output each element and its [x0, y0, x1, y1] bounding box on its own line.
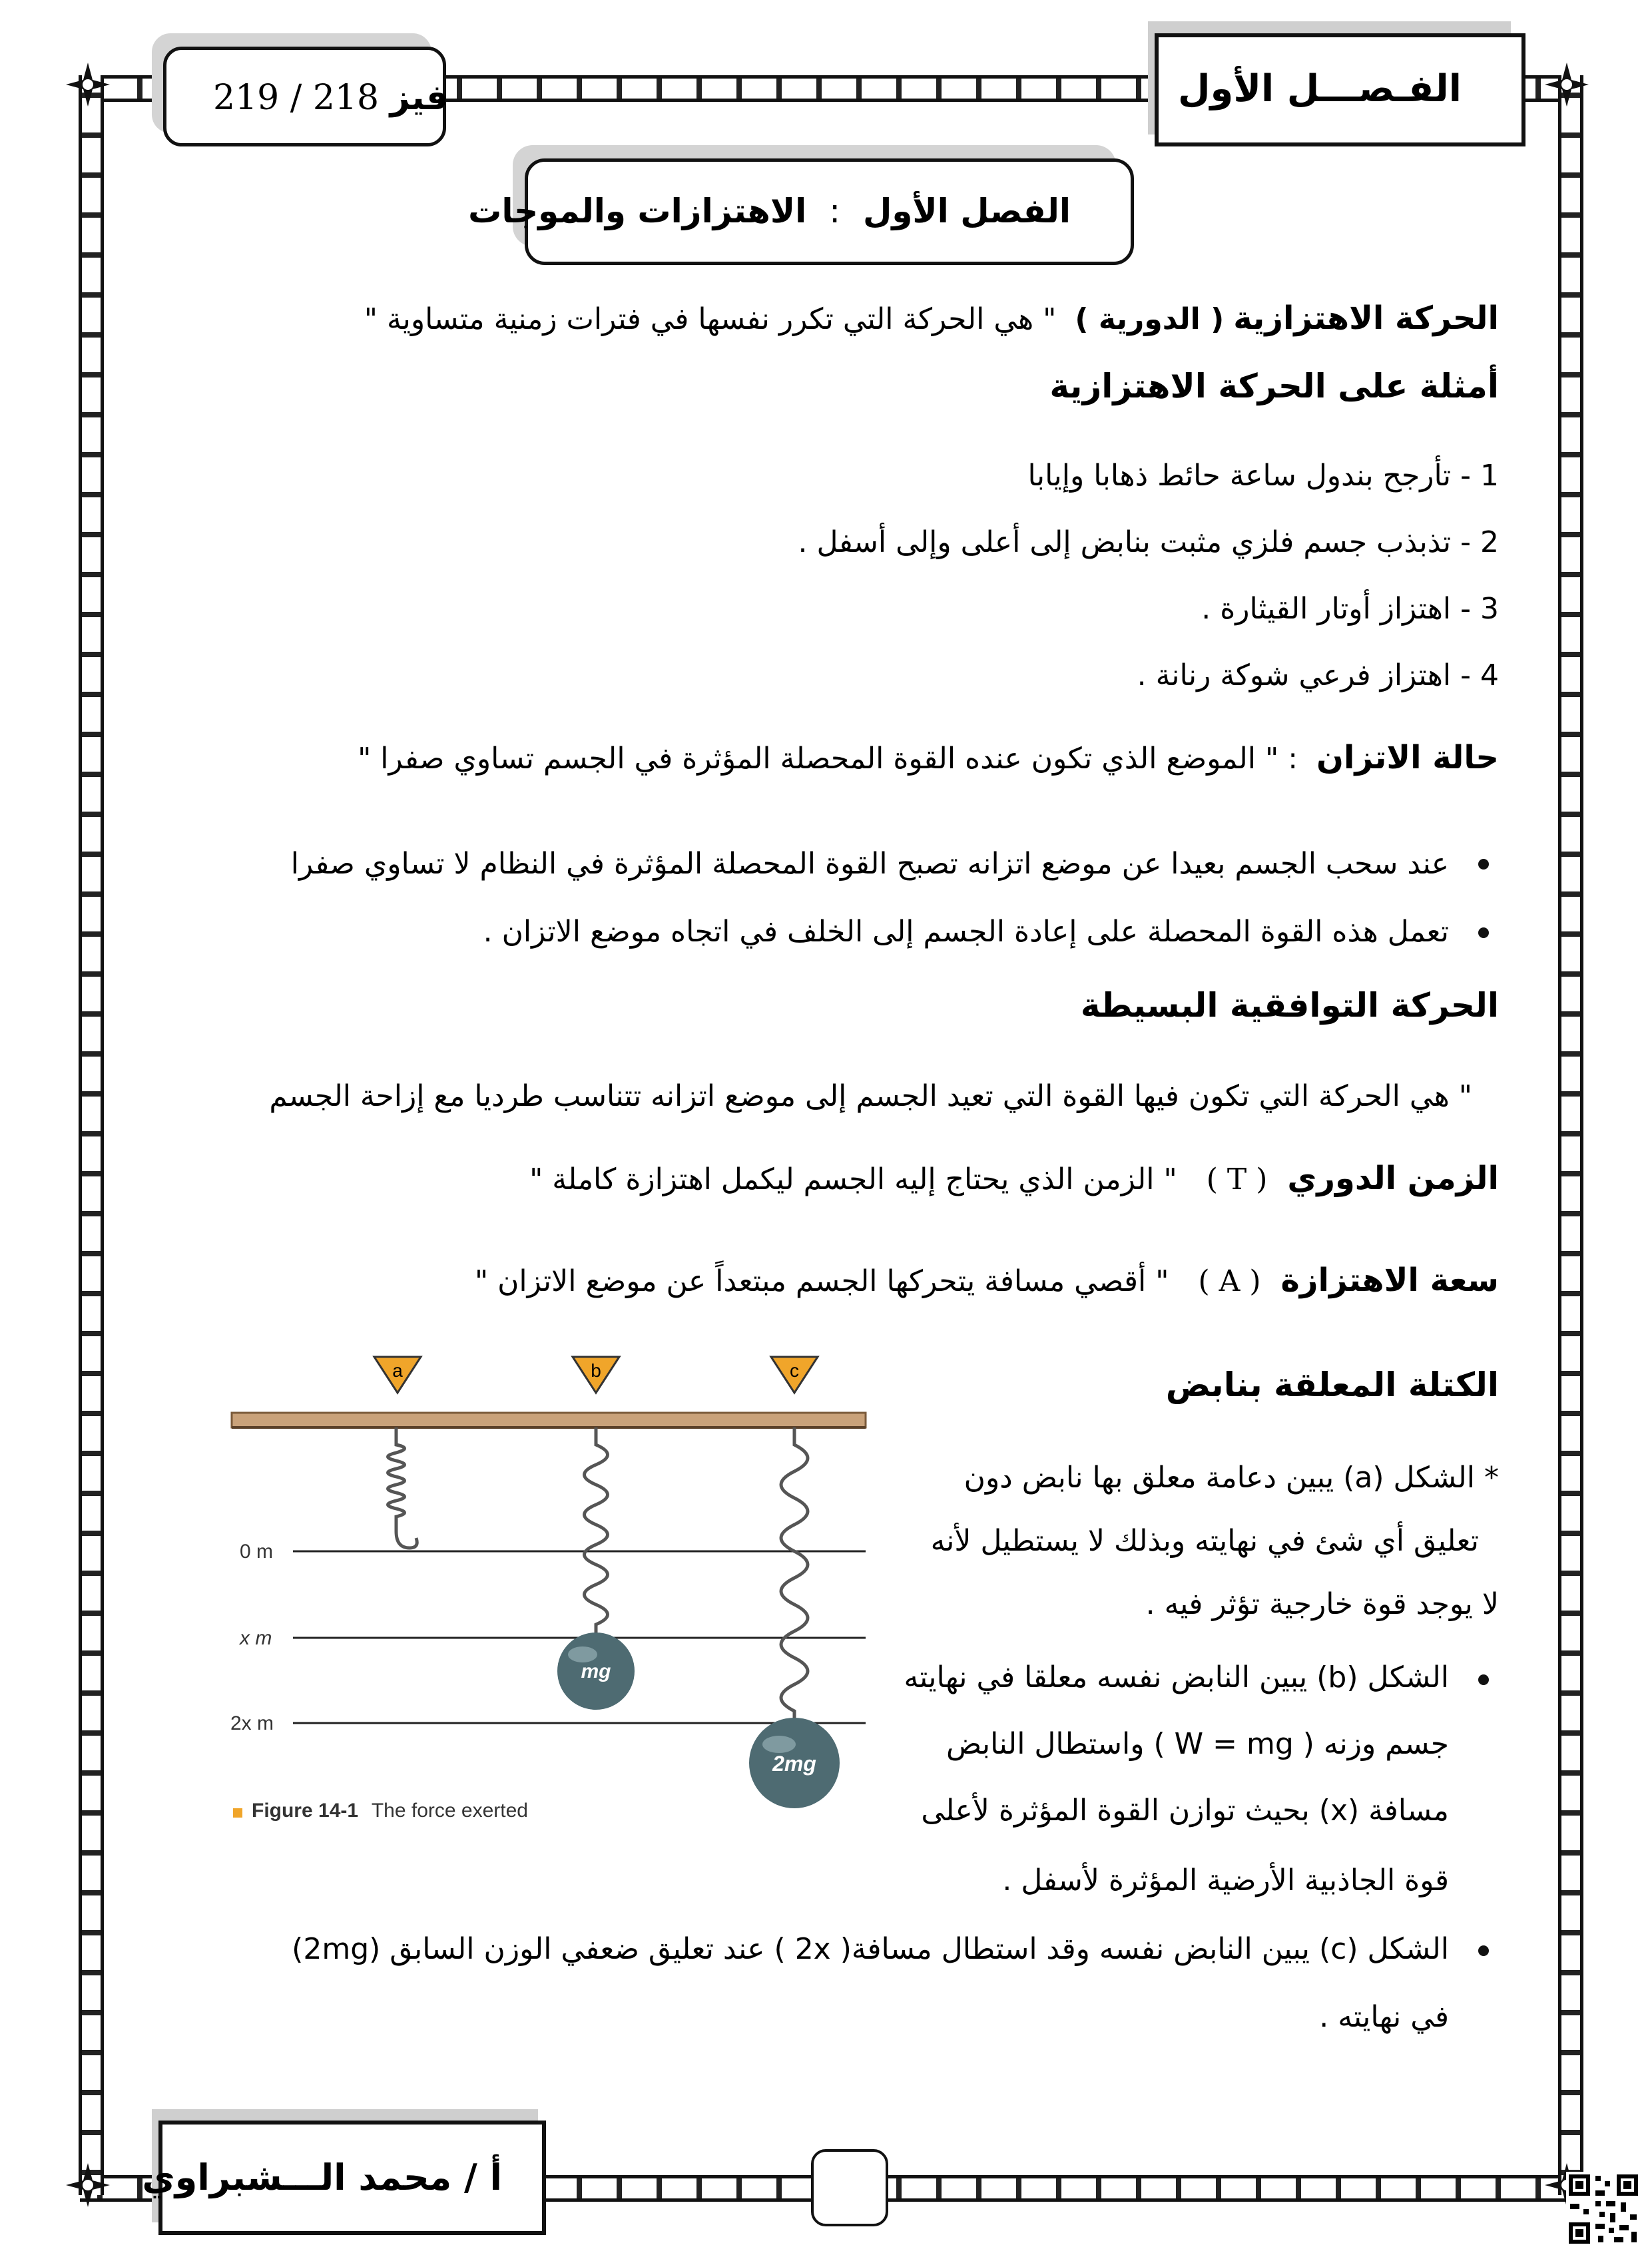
- equilibrium-bullet: عند سحب الجسم بعيدا عن موضع اتزانه تصبح القوة المحصلة المؤثرة في النظام لا تساوي صفرا: [290, 847, 1449, 881]
- definition-period: [529, 1158, 1499, 1200]
- spring-a-line: لا يوجد قوة خارجية تؤثر فيه .: [1145, 1587, 1499, 1621]
- unit-title: الاهتزازات والموجات: [468, 192, 807, 230]
- caption-label: Figure 14-1: [252, 1800, 359, 1822]
- spring-b-line: جسم وزنه ( W = mg ) واستطال النابض: [946, 1727, 1449, 1761]
- unit-title-row: [468, 192, 1071, 230]
- marker-b-label: b: [591, 1360, 601, 1381]
- term-periodic: الحركة الاهتزازية: [1233, 300, 1499, 337]
- definition-periodic-text: " هي الحركة التي تكرر نفسها في فترات زمنية متساوية ": [364, 302, 1057, 336]
- frame-left-band: [79, 75, 104, 2195]
- bullet-dot: [1478, 1945, 1489, 1956]
- examples-heading: أمثلة على الحركة الاهتزازية: [1049, 367, 1499, 405]
- corner-ornament-top-right-icon: [1543, 61, 1590, 108]
- mass-c-label: 2mg: [772, 1752, 816, 1776]
- unit-title-box: [468, 158, 1134, 265]
- chapter-title: الفـصـــل الأول: [1177, 67, 1462, 111]
- spring-b-line: مسافة (x) بحيث توازن القوة المؤثرة لأعلى: [921, 1794, 1449, 1828]
- level-label-0: 0 m: [240, 1541, 274, 1563]
- bullet-dot: [1478, 1674, 1489, 1685]
- unit-chapter: الفصل الأول: [862, 192, 1071, 230]
- marker-c-label: c: [790, 1360, 799, 1381]
- mass-b-label: mg: [581, 1660, 611, 1682]
- page-number-footer-box: [811, 2149, 888, 2226]
- definition-amplitude-text: " أقصي مسافة يتحركها الجسم مبتعداً عن موضع الاتزان ": [474, 1264, 1169, 1298]
- period-symbol: ( T ): [1206, 1162, 1268, 1196]
- page-label: فيز: [390, 78, 449, 118]
- qr-code-icon: [1566, 2172, 1641, 2246]
- term-periodic-paren: ( الدورية ): [1075, 302, 1225, 336]
- level-label-2x: 2x m: [230, 1712, 274, 1734]
- marker-a-label: a: [392, 1360, 403, 1381]
- figure-caption: [252, 1800, 528, 1822]
- amplitude-symbol: ( A ): [1198, 1264, 1261, 1298]
- definition-equilibrium: [358, 738, 1499, 779]
- chapter-title-box: [1155, 33, 1525, 146]
- example-item: 4 - اهتزاز فرعي شوكة رنانة .: [1137, 658, 1499, 692]
- spring-b: [585, 1427, 608, 1641]
- shm-definition: " هي الحركة التي تكون فيها القوة التي تعيد الجسم إلى موضع اتزانه تتناسب طرديا مع إزاحة الجسم: [269, 1079, 1472, 1113]
- spring-heading: الكتلة المعلقة بنابض: [1165, 1366, 1499, 1404]
- unit-separator: :: [829, 192, 841, 230]
- shm-heading: الحركة التوافقية البسيطة: [1080, 986, 1499, 1025]
- caption-square-icon: [233, 1808, 242, 1818]
- bullet-dot: [1478, 927, 1489, 938]
- spring-c: [781, 1427, 808, 1728]
- definition-periodic-motion: [364, 298, 1499, 340]
- equilibrium-bullet: تعمل هذه القوة المحصلة على إعادة الجسم إلى الخلف في اتجاه موضع الاتزان .: [483, 915, 1449, 949]
- example-item: 1 - تأرجح بندول ساعة حائط ذهابا وإيابا: [1027, 459, 1499, 493]
- term-amplitude: سعة الاهتزازة: [1280, 1262, 1499, 1299]
- definition-equilibrium-text: : " الموضع الذي تكون عنده القوة المحصلة المؤثرة في الجسم تساوي صفرا ": [358, 742, 1298, 776]
- example-item: 2 - تذبذب جسم فلزي مثبت بنابض إلى أعلى وإلى أسفل .: [798, 525, 1499, 559]
- spring-a-line: * الشكل (a) يبين دعامة معلق بها نابض دون: [964, 1461, 1499, 1495]
- corner-ornament-bottom-left-icon: [65, 2162, 111, 2208]
- frame-right-band: [1558, 75, 1583, 2195]
- caption-text: The force exerted: [371, 1800, 528, 1822]
- spring-a-line: تعليق أي شئ في نهايته وبذلك لا يستطيل لأنه: [930, 1524, 1479, 1558]
- example-item: 3 - اهتزاز أوتار القيثارة .: [1201, 592, 1499, 626]
- level-label-x: x m: [240, 1627, 272, 1649]
- author-box: [142, 2121, 546, 2235]
- support-beam: [232, 1413, 866, 1427]
- page-number-box: [163, 47, 449, 146]
- spring-c-line: الشكل (c) يبين النابض نفسه وقد استطال مسافة( 2x ) عند تعليق ضعفي الوزن السابق (2mg): [292, 1932, 1449, 1966]
- spring-figure: [220, 1338, 886, 1818]
- term-period: الزمن الدوري: [1287, 1160, 1499, 1197]
- definition-amplitude: [475, 1260, 1499, 1302]
- spring-b-line: قوة الجاذبية الأرضية المؤثرة لأسفل .: [1002, 1864, 1449, 1897]
- page-numbers-row: [213, 78, 448, 118]
- page-numbers: 219 / 218: [213, 78, 380, 118]
- bullet-dot: [1478, 859, 1489, 870]
- definition-period-text: " الزمن الذي يحتاج إليه الجسم ليكمل اهتزازة كاملة ": [529, 1162, 1177, 1196]
- spring-c-line: في نهايته .: [1319, 2000, 1449, 2034]
- spring-b-line: الشكل (b) يبين النابض نفسه معلقا في نهايته: [904, 1660, 1449, 1694]
- spring-a: [388, 1427, 417, 1548]
- term-equilibrium: حالة الاتزان: [1316, 739, 1499, 776]
- corner-ornament-top-left-icon: [65, 61, 111, 108]
- author-name: أ / محمد الـــشبراوي: [142, 2156, 502, 2198]
